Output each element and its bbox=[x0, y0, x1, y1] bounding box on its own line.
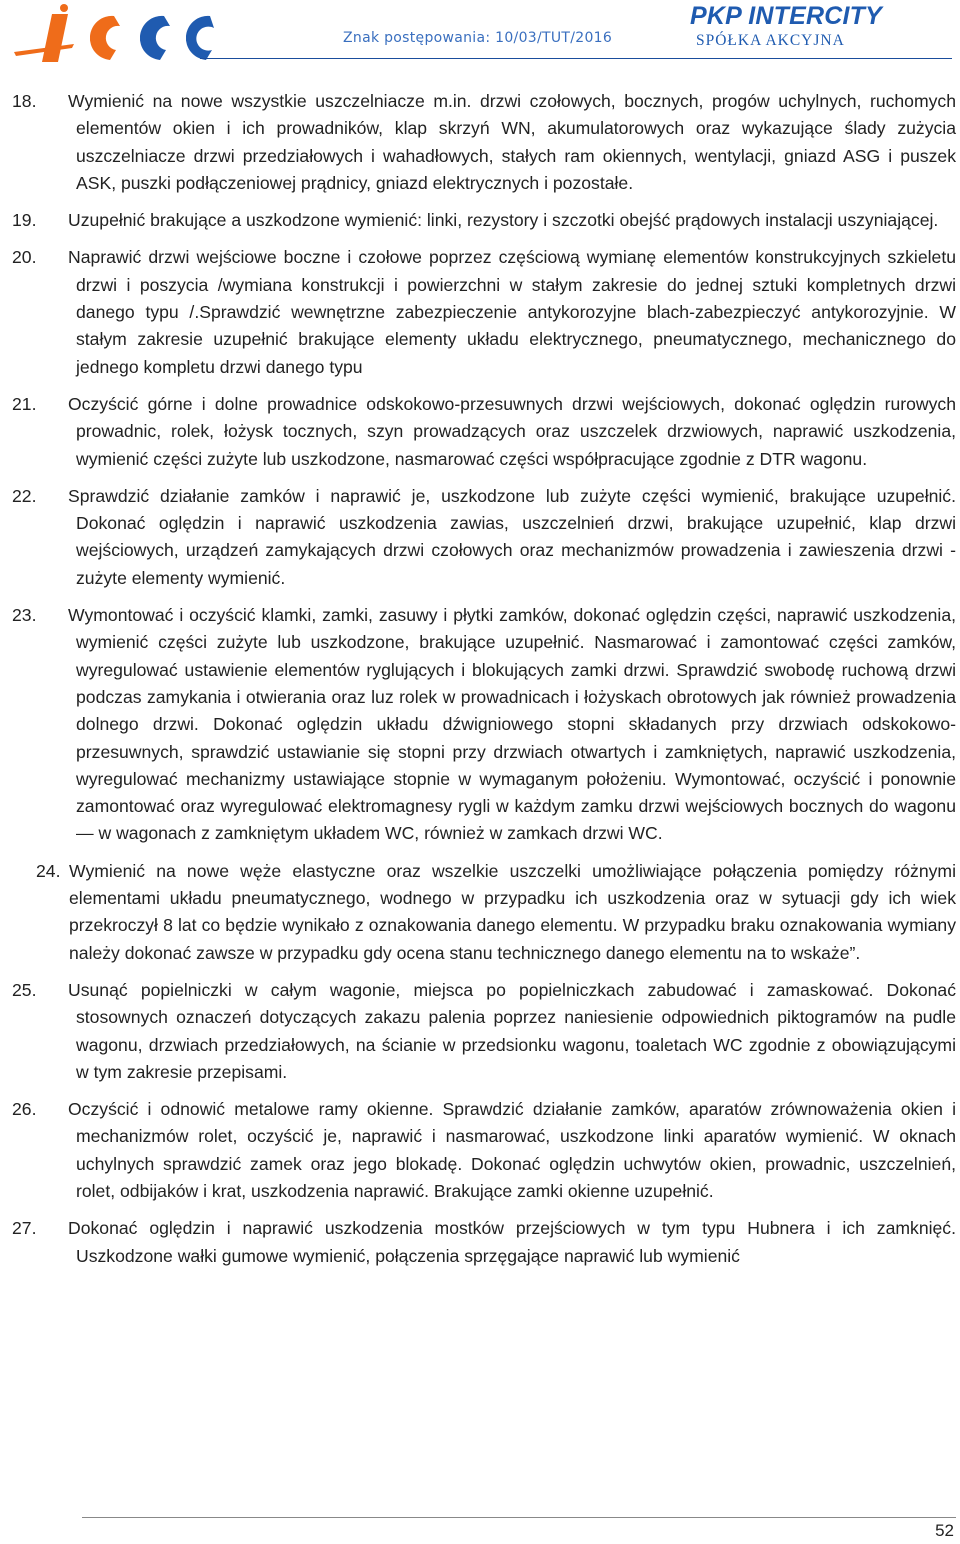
list-item bbox=[0, 207, 960, 234]
list-item bbox=[0, 244, 960, 380]
list-item bbox=[0, 1096, 960, 1205]
item-number: 26. bbox=[12, 1099, 37, 1120]
item-text: Naprawić drzwi wejściowe boczne i czołowe poprzez częściową wymianę elementów konstrukcyjnych szkieletu drzwi i poszycia /wymiana konstrukcji i powierzchni w stałym zakresie do jednej sztuki kompletnych drzwi danego typu /.Sprawdzić wewnętrzne zabezpieczenie antykorozyjne blach-zabezpieczyć antykorozyjnie. W stałym zakresie uzupełnić brakujące elementy układu elektrycznego, pneumatycznego, mechanicznego do jednego kompletu drzwi danego typu bbox=[68, 247, 956, 377]
brand-subtitle: SPÓŁKA AKCYJNA bbox=[696, 32, 845, 49]
page-header bbox=[0, 0, 960, 70]
item-text: Sprawdzić działanie zamków i naprawić je, uszkodzone lub zużyte części wymienić, brakujące uzupełnić. Dokonać oględzin i naprawić uszkodzenia zawias, uszczelnień drzwi, brakujące uzupełnić, klap drzwi wejściowych, urządzeń zamykających drzwi czołowych oraz mechanizmów prowadzenia i zawieszenia drzwi - zużyte elementy wymienić. bbox=[68, 485, 956, 588]
item-text: Oczyścić i odnowić metalowe ramy okienne. Sprawdzić działanie zamków, aparatów zrównoważenia okien i mechanizmów rolet, oczyścić je, naprawić i nasmarować, uszkodzone linki aparatów wymienić. W oknach uchylnych sprawdzić zamek oraz jego blokadę. Dokonać oględzin uchwytów okien, prowadnic, uszczelnień, rolet, odbijaków i krat, uszkodzenia naprawić. Brakujące zamki okienne uzupełnić. bbox=[68, 1099, 956, 1201]
list-item bbox=[0, 977, 960, 1086]
item-number: 22. bbox=[12, 485, 37, 506]
item-text: Wymontować i oczyścić klamki, zamki, zasuwy i płytki zamków, dokonać oględzin części, naprawić uszkodzenia, wymienić części zużyte lub uszkodzone, brakujące uzupełnić. Nasmarować i zamontować części zamków, wyregulować ustawienie elementów ryglujących i blokujących zamki drzwi. Sprawdzić swobodę ruchową drzwi podczas zamykania i otwierania oraz luz rolek w prowadnicach i łożyskach obrotowych jak również prowadzenia dolnego drzwi. Dokonać oględzin układu dźwigniowego stopni składanych przy drzwiach odskokowo-przesuwnych, sprawdzić ustawianie się stopni przy drzwiach otwartych i zamkniętych, naprawić uszkodzenia, wyregulować mechanizmy ustawiające stopnie w wymaganym położeniu. Wymontować, oczyścić i ponownie zamontować oraz wyregulować elektromagnesy rygli w każdym zamku drzwi wejściowych bocznych do wagonu — w wagonach z zamkniętym układem WC, również w zamkach drzwi WC. bbox=[68, 605, 956, 844]
item-text: Dokonać oględzin i naprawić uszkodzenia mostków przejściowych w tym typu Hubnera i ich zamknięć. Uszkodzone wałki gumowe wymienić, połączenia sprzęgające naprawić lub wymienić bbox=[68, 1218, 956, 1266]
item-text: Wymienić na nowe węże elastyczne oraz wszelkie uszczelki umożliwiające połączenia pomiędzy różnymi elementami układu pneumatycznego, wodnego w przypadku ich uszkodzenia oraz w sytuacji gdy ich wiek przekroczył 8 lat co będzie wynikało z oznakowania danego elementu. W przypadku braku oznakowania wymiany należy dokonać zawsze w przypadku gdy ocena stanu technicznego danego elementu na to wskaże”. bbox=[69, 860, 956, 963]
item-number: 19. bbox=[12, 210, 37, 231]
item-text: Wymienić na nowe wszystkie uszczelniacze m.in. drzwi czołowych, bocznych, progów uchylnych, ruchomych elementów okien i ich prowadników, klap skrzyń WN, akumulatorowych oraz wykazujące ślady zużycia uszczelniacze drzwi przedziałowych i wahadłowych, stałych ram okiennych, wentylacji, gniazd ASG i puszek ASK, puszki podłączeniowej prądnicy, gniazd elektrycznych i pozostałe. bbox=[68, 91, 956, 193]
footer-rule bbox=[82, 1517, 956, 1518]
case-reference: Znak postępowania: 10/03/TUT/2016 bbox=[343, 30, 613, 46]
document-body bbox=[0, 88, 960, 1280]
item-text: Uzupełnić brakujące a uszkodzone wymienić: linki, rezystory i szczotki obejść prądowych instalacji uszyniającej. bbox=[68, 210, 939, 231]
item-number: 24. bbox=[36, 860, 61, 881]
list-item bbox=[0, 483, 960, 592]
item-number: 21. bbox=[12, 393, 37, 414]
list-item bbox=[0, 1215, 960, 1270]
list-item bbox=[0, 88, 960, 197]
item-number: 18. bbox=[12, 91, 37, 111]
iccc-logo bbox=[14, 4, 214, 66]
header-rule bbox=[200, 58, 952, 59]
page-number: 52 bbox=[935, 1521, 954, 1540]
pkp-intercity-logo bbox=[688, 2, 958, 58]
item-number: 25. bbox=[12, 979, 37, 1000]
item-number: 23. bbox=[12, 605, 37, 626]
item-text: Oczyścić górne i dolne prowadnice odskokowo-przesuwnych drzwi wejściowych, dokonać oględzin rurowych prowadnic, rolek, łożysk tocznych, szyn prowadzących oraz uszczelek drzwiowych, naprawić uszkodzenia, wymienić części zużyte lub uszkodzone, nasmarować części współpracujące zgodnie z DTR wagonu. bbox=[68, 393, 956, 469]
item-number: 27. bbox=[12, 1218, 37, 1239]
list-item bbox=[0, 858, 960, 967]
item-number: 20. bbox=[12, 247, 37, 268]
list-item bbox=[0, 391, 960, 473]
list-item bbox=[0, 602, 960, 848]
item-text: Usunąć popielniczki w całym wagonie, miejsca po popielniczkach zabudować i zamaskować. Dokonać stosownych oznaczeń dotyczących zakazu palenia poprzez naniesienie odpowiednich piktogramów na pudle wagonu, drzwiach przedziałowych, na ścianie w przedsionku wagonu, toaletach WC zgodnie z obowiązującymi w tym zakresie przepisami. bbox=[68, 979, 956, 1082]
brand-name: PKP INTERCITY bbox=[690, 2, 882, 30]
